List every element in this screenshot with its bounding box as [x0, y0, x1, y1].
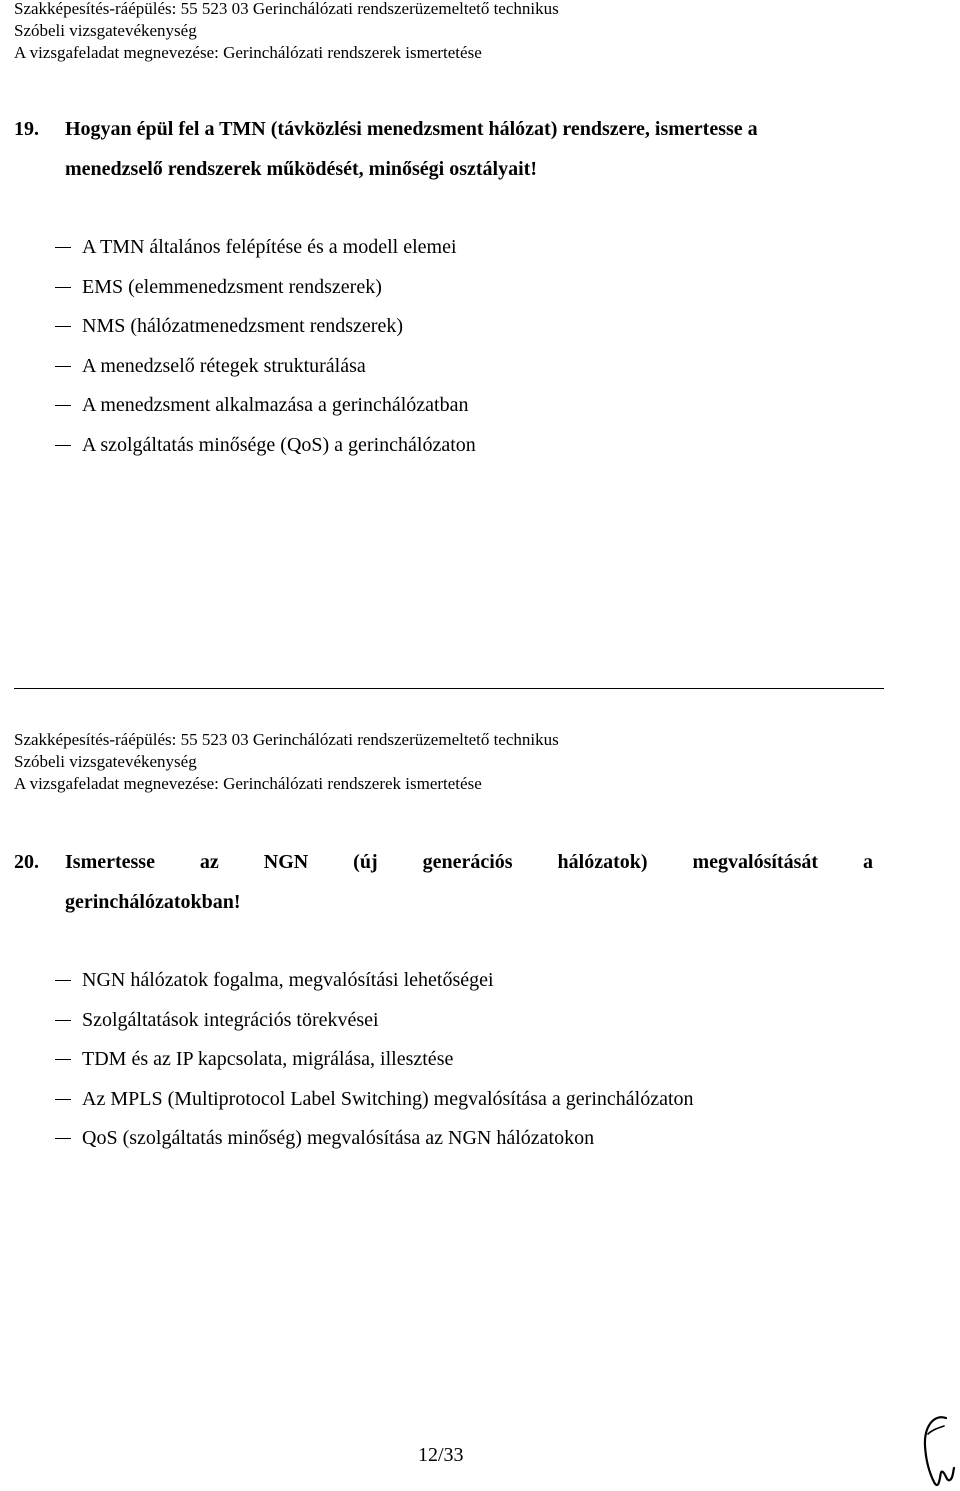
- question-word: hálózatok): [557, 851, 648, 873]
- dash-bullet-icon: [55, 1059, 71, 1060]
- list-item: [55, 1127, 594, 1150]
- dash-bullet-icon: [55, 247, 71, 248]
- list-item-text: TDM és az IP kapcsolata, migrálása, illesztése: [82, 1048, 454, 1070]
- header-task-name: A vizsgafeladat megnevezése: Gerinchálózati rendszerek ismertetése: [14, 774, 482, 793]
- question-text-line2: gerinchálózatokban!: [65, 891, 241, 913]
- question-number: 20.: [14, 851, 39, 873]
- question-word: NGN: [263, 851, 309, 873]
- question-word: megvalósítását: [692, 851, 819, 873]
- list-item-text: Szolgáltatások integrációs törekvései: [82, 1009, 379, 1031]
- list-item-text: A menedzsment alkalmazása a gerinchálózatban: [82, 394, 469, 416]
- list-item-text: Az MPLS (Multiprotocol Label Switching) megvalósítása a gerinchálózaton: [82, 1088, 694, 1110]
- question-word: (új: [353, 851, 378, 873]
- question-text-line1: Hogyan épül fel a TMN (távközlési menedzsment hálózat) rendszere, ismertesse a: [65, 118, 758, 140]
- list-item: [55, 1048, 453, 1071]
- list-item: [55, 276, 382, 299]
- list-item-text: QoS (szolgáltatás minőség) megvalósítása az NGN hálózatokon: [82, 1127, 595, 1149]
- question-word: az: [199, 851, 219, 873]
- dash-bullet-icon: [55, 366, 71, 367]
- question-word: Ismertesse: [65, 851, 155, 873]
- dash-bullet-icon: [55, 445, 71, 446]
- header-qualification: Szakképesítés-ráépülés: 55 523 03 Gerinchálózati rendszerüzemeltető technikus: [14, 0, 559, 18]
- dash-bullet-icon: [55, 405, 71, 406]
- signature-icon: [916, 1412, 956, 1490]
- dash-bullet-icon: [55, 287, 71, 288]
- dash-bullet-icon: [55, 1020, 71, 1021]
- header-exam-type: Szóbeli vizsgatevékenység: [14, 21, 197, 40]
- page-number: 12/33: [418, 1444, 464, 1466]
- list-item: [55, 355, 366, 378]
- list-item-text: A szolgáltatás minősége (QoS) a gerinchálózaton: [82, 434, 476, 456]
- list-item: [55, 1088, 694, 1111]
- question-number: 19.: [14, 118, 39, 140]
- header-exam-type: Szóbeli vizsgatevékenység: [14, 752, 197, 771]
- list-item-text: A TMN általános felépítése és a modell elemei: [82, 236, 457, 258]
- question-text-line2: menedzselő rendszerek működését, minőségi osztályait!: [65, 158, 537, 180]
- list-item: [55, 236, 457, 259]
- header-qualification: Szakképesítés-ráépülés: 55 523 03 Gerinchálózati rendszerüzemeltető technikus: [14, 730, 559, 749]
- question-word: generációs: [422, 851, 513, 873]
- list-item: [55, 394, 468, 417]
- list-item: [55, 969, 494, 992]
- list-item: [55, 315, 403, 338]
- dash-bullet-icon: [55, 326, 71, 327]
- list-item-text: NMS (hálózatmenedzsment rendszerek): [82, 315, 403, 337]
- header-task-name: A vizsgafeladat megnevezése: Gerinchálózati rendszerek ismertetése: [14, 43, 482, 62]
- list-item-text: A menedzselő rétegek strukturálása: [82, 355, 366, 377]
- dash-bullet-icon: [55, 1138, 71, 1139]
- dash-bullet-icon: [55, 980, 71, 981]
- dash-bullet-icon: [55, 1099, 71, 1100]
- list-item-text: EMS (elemmenedzsment rendszerek): [82, 276, 382, 298]
- question-word: a: [862, 851, 873, 873]
- page-divider: [14, 688, 884, 689]
- question-text-line1: [65, 851, 873, 874]
- list-item: [55, 434, 476, 457]
- list-item-text: NGN hálózatok fogalma, megvalósítási lehetőségei: [82, 969, 494, 991]
- list-item: [55, 1009, 379, 1032]
